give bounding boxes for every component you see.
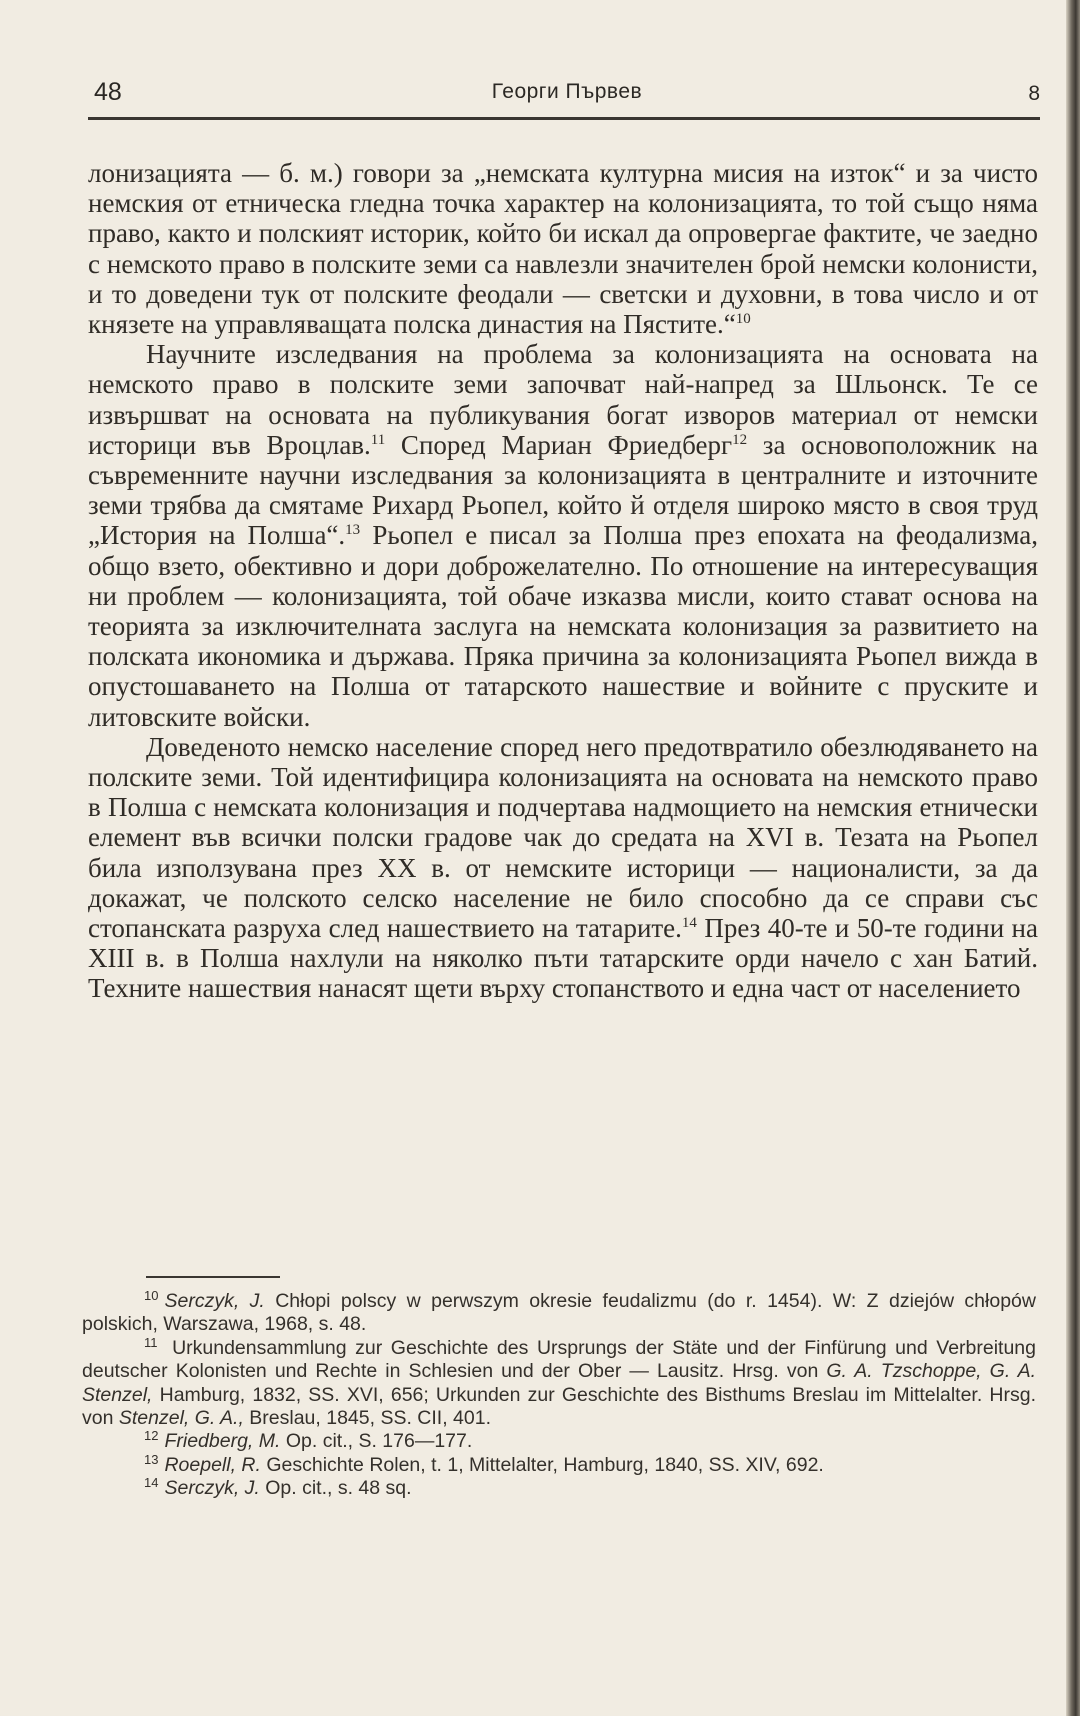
footnote-11: $^{11}$ Urkundensammlung zur Geschichte des Ursprungs der Stäte und der Finfürung und Verbreitung deutscher Kolonisten und Rechte in Schlesien und der Ober — Lausitz. Hrsg. von G. A. Tzschoppe, G. A. Stenzel, Hamburg, 1832, SS. XVI, 656; Urkunden zur Geschichte des Bisthums Breslau im Mittelalter. Hrsg. von Stenzel, G. A., Breslau, 1845, SS. CII, 401. <box>82 1334 1037 1430</box>
footnote-ref-11: 11 <box>370 431 386 448</box>
running-title: Георги Първев <box>491 80 643 103</box>
footnote-ref-10: 10 <box>735 311 751 328</box>
footnote-ref-13: 13 <box>345 522 361 539</box>
paragraph-2: Научните изследвания на проблема за колонизацията на основата на немското право в полските земи започват най-напред за Шльонск. Те се извършват на основата на публикувания богат изворов материал от немски историци във Вроцлав.$^{11}$ Според Мариан Фриедберг$^{12}$ за основоположник на съвременните научни изследвания за колонизацията в централните и източните земи трябва да смятаме Рихард Рьопел, който й отделя широко място в своя труд „История на Полша“.$^{13}$ Рьопел е писал за Полша през епохата на феодализма, общо взето, обективно и дори доброжелателно. По отношение на интересуващия ни проблем — колонизацията, той обаче изказва мисли, които стават основа на теорията за изключителната заслуга на немската колонизация за развитието на полската икономика и държава. Пряка причина за колонизацията Рьопел вижда в опустошаването на Полша от татарското нашествие и войните с пруските и литовските войски. <box>88 339 1038 732</box>
footnote-12: $^{12}$ Friedberg, M. Op. cit., S. 176—177. <box>144 1428 473 1453</box>
footnote-rule <box>146 1276 280 1278</box>
footnote-14: $^{14}$ Serczyk, J. Op. cit., s. 48 sq. <box>144 1475 412 1500</box>
binding-edge-shadow <box>1066 0 1080 1716</box>
page-number: 48 <box>94 78 122 106</box>
paragraph-1: лонизацията — б. м.) говори за „немската културна мисия на изток“ и за чисто немския от етническа гледна точка характер на колонизацията, то той също няма право, както и полският историк, който би искал да опровергае фактите, че заедно с немското право в полските земи са навлезли значителен брой немски колонисти, и то доведени тук от полските феодали — светски и духовни, в това число и от князете на управляващата полска династия на Пястите.“$^{10}$ <box>88 158 1038 340</box>
footnote-10: $^{10}$ Serczyk, J. Chłopi polscy w perwszym okresie feudalizmu (do r. 1454). W: Z dziejów chłopów polskich, Warszawa, 1968, s. 48. <box>82 1288 1036 1336</box>
footnotes <box>82 1290 1036 1501</box>
paragraph-3: Доведеното немско население според него предотвратило обезлюдяването на полските земи. Той идентифицира колонизацията на основата на немското право в Полша с немската колонизация и подчертава надмощието на немския етнически елемент във всички полски градове чак до средата на XVI в. Тезата на Рьопел била използувана през XX в. от немските историци — националисти, за да докажат, че полското селско население не било способно да се справи със стопанската разруха след нашествието на татарите.$^{14}$ През 40-те и 50-те години на XIII в. в Полша нахлули на няколко пъти татарските орди начело с хан Батий. Техните нашествия нанасят щети върху стопанството и една част от населението <box>88 731 1038 1004</box>
footnote-ref-14: 14 <box>681 915 697 932</box>
header-rule <box>88 117 1040 120</box>
main-text <box>88 158 1038 1004</box>
chapter-number: 8 <box>1028 82 1040 105</box>
footnote-13: $^{13}$ Roepell, R. Geschichte Rolen, t. 1, Mittelalter, Hamburg, 1840, SS. XIV, 692. <box>144 1451 824 1476</box>
footnote-ref-12: 12 <box>732 431 748 448</box>
page-header <box>94 74 1040 114</box>
